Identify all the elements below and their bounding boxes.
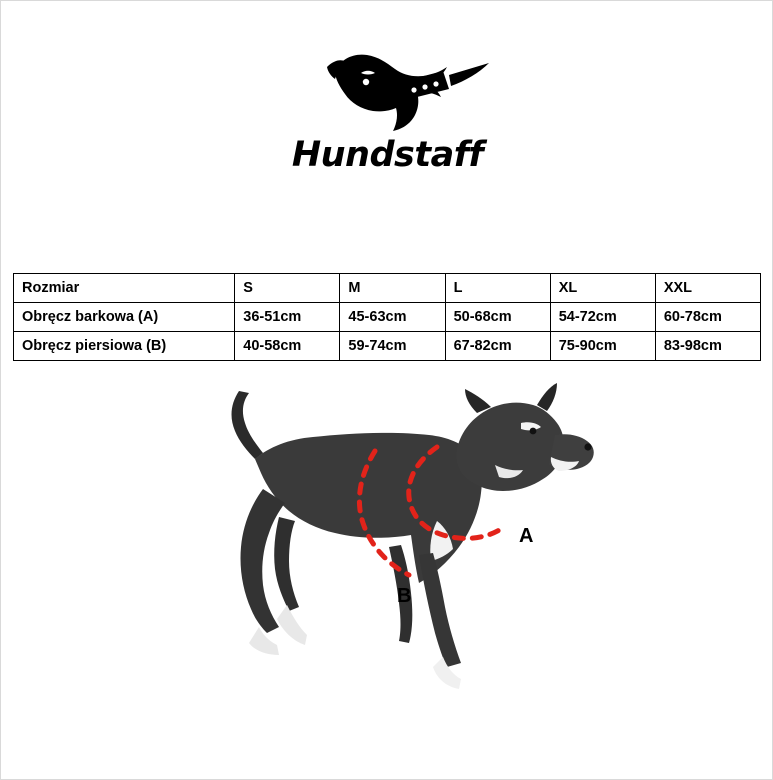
table-header-size-m: M [340, 274, 445, 303]
brand-logo [1, 49, 773, 199]
cell-chest-l: 67-82cm [445, 332, 550, 361]
table-header-size-xxl: XXL [655, 274, 760, 303]
table-header-size-l: L [445, 274, 550, 303]
cell-chest-xl: 75-90cm [550, 332, 655, 361]
cell-shoulder-l: 50-68cm [445, 303, 550, 332]
dog-measurement-illustration [151, 369, 621, 709]
measure-label-b: B [397, 585, 412, 607]
table-header-size-s: S [235, 274, 340, 303]
table-row [14, 332, 761, 361]
row-label-shoulder: Obręcz barkowa (A) [14, 303, 235, 332]
measure-label-a: A [519, 525, 534, 547]
table-header-size-xl: XL [550, 274, 655, 303]
row-label-chest: Obręcz piersiowa (B) [14, 332, 235, 361]
cell-shoulder-xl: 54-72cm [550, 303, 655, 332]
table-header-row [14, 274, 761, 303]
cell-chest-xxl: 83-98cm [655, 332, 760, 361]
dog-head-with-collar-icon [283, 49, 493, 139]
size-table [13, 273, 761, 361]
cell-shoulder-xxl: 60-78cm [655, 303, 760, 332]
standing-dog-illustration [151, 369, 621, 709]
cell-shoulder-s: 36-51cm [235, 303, 340, 332]
brand-name: Hundstaff [291, 135, 484, 175]
cell-chest-m: 59-74cm [340, 332, 445, 361]
table-header-label: Rozmiar [14, 274, 235, 303]
cell-shoulder-m: 45-63cm [340, 303, 445, 332]
cell-chest-s: 40-58cm [235, 332, 340, 361]
table-row [14, 303, 761, 332]
